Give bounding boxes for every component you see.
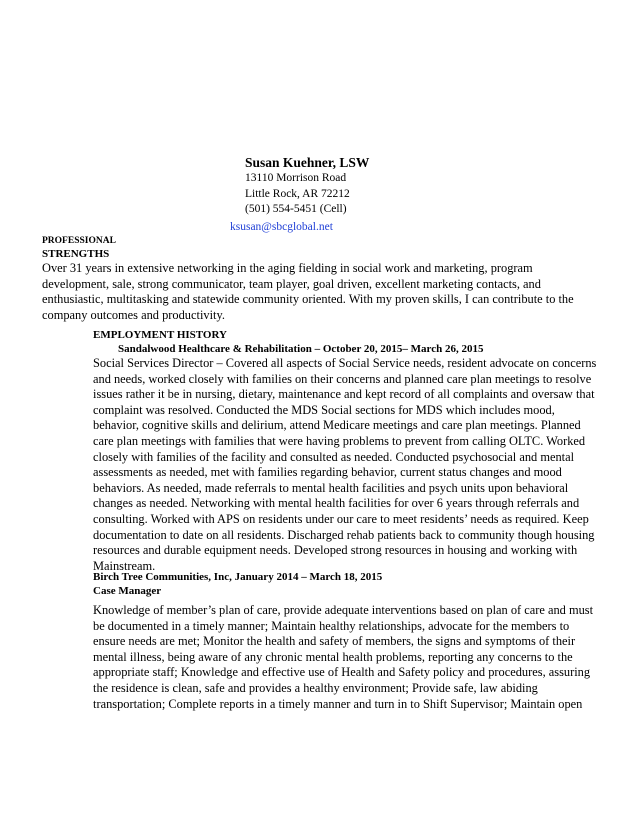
strengths-summary: Over 31 years in extensive networking in the aging fielding in social work and marketing, program development, sale, strong communicator, team player, goal driven, excellent marketing contacts, and enthusiastic, multitasking and statewide community oriented. With my proven skills, I can contribute to the company outcomes and productivity. — [42, 261, 574, 322]
address-line-1: 13110 Morrison Road — [245, 172, 347, 184]
strengths-heading-line-1: PROFESSIONAL — [42, 236, 116, 246]
job-role-birch-tree: Case Manager — [93, 585, 162, 597]
job-description-sandalwood: Social Services Director – Covered all aspects of Social Service needs, resident advocate on concerns and needs, worked closely with families on their concerns and planned care plan meetings to resolve issues rather it be in nursing, dietary, maintenance and kept record of all complaints and oversaw that complaint was resolved. Conducted the MDS Social sections for MDS which includes mood, behavior, cognitive skills and delirium, attend Medicare meetings and care plan meetings. Planned care plan meetings with families that were having problems to prevent from calling OLTC. Worked closely with families of the facility and consulted as needed. Conducted psychosocial and mental assessments as needed, met with families regarding behavior, current status changes and mood behaviors. As needed, made referrals to mental health facilities and psych units upon behavioral changes as needed. Networking with mental health facilities for over 6 years through referrals and consulting. Worked with APS on residents under our care to meet residents’ needs as required. Keep documentation to date on all residents. Discharged rehab patients back to community though housing resources and durable equipment needs. Developed strong resources in housing and working with Mainstream. — [93, 356, 597, 573]
job-title-birch-tree: Birch Tree Communities, Inc, January 2014 – March 18, 2015 — [93, 571, 383, 583]
job-description-birch-tree: Knowledge of member’s plan of care, provide adequate interventions based on plan of care and must be documented in a timely manner; Maintain healthy relationships, advocate for the members to ensure needs are met; Monitor the health and safety of members, the signs and symptoms of their mental illness, being aware of any chronic mental health problems, reporting any concerns to the appropriate staff; Knowledge and effective use of Health and Safety policy and procedures, assuring the residence is clean, safe and provides a healthy environment; Provide safe, law abiding transportation; Complete reports in a timely manner and turn in to Shift Supervisor; Maintain open — [93, 603, 594, 711]
job-title-sandalwood: Sandalwood Healthcare & Rehabilitation – October 20, 2015– March 26, 2015 — [118, 343, 484, 355]
address-line-2: Little Rock, AR 72212 — [245, 187, 350, 200]
applicant-name: Susan Kuehner, LSW — [245, 155, 370, 170]
employment-heading: EMPLOYMENT HISTORY — [93, 329, 227, 341]
strengths-heading-line-2: STRENGTHS — [42, 248, 110, 260]
contact-header — [245, 154, 369, 218]
email-link[interactable]: ksusan@sbcglobal.net — [230, 221, 333, 233]
phone-number: (501) 554-5451 (Cell) — [245, 203, 347, 215]
